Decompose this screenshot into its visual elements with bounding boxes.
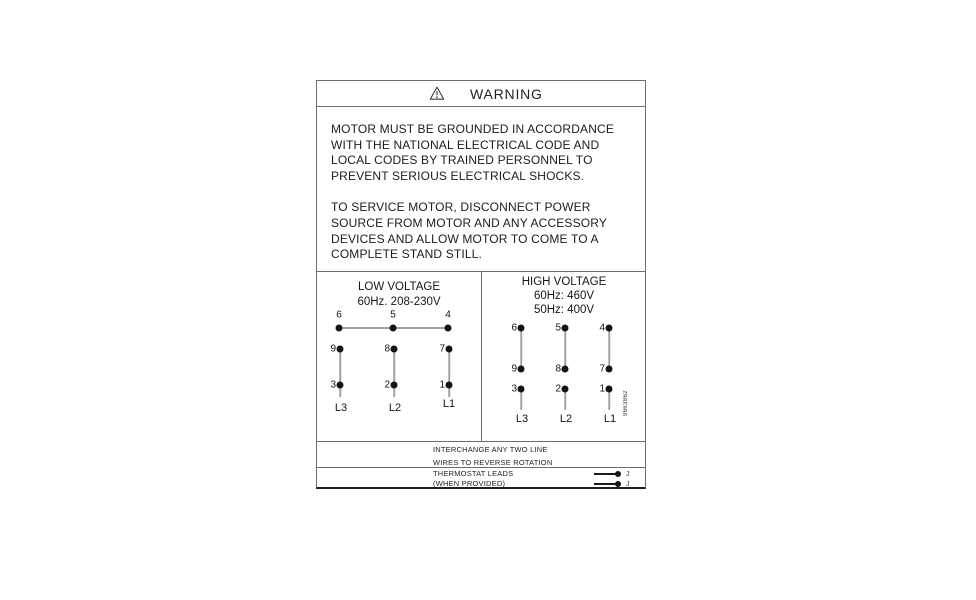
series-wire	[520, 328, 522, 369]
terminal-dot	[518, 386, 525, 393]
terminal-dot	[391, 382, 398, 389]
terminal-dot	[336, 325, 343, 332]
high-voltage-subtitle-50hz: 50Hz: 400V	[533, 304, 595, 316]
terminal-label-4: 4	[599, 322, 605, 334]
terminal-dot	[446, 346, 453, 353]
terminal-dot	[606, 386, 613, 393]
paragraph-line: COMPLETE STAND STILL.	[331, 247, 482, 262]
lead-wire	[339, 349, 341, 397]
warning-title: WARNING	[470, 86, 543, 102]
terminal-label-8: 8	[384, 343, 390, 355]
terminal-dot	[445, 325, 452, 332]
low-voltage-title: LOW VOLTAGE	[357, 281, 440, 293]
terminal-dot	[562, 325, 569, 332]
terminal-dot	[562, 386, 569, 393]
lead-label-j: J	[626, 481, 630, 488]
rotation-note-line1: INTERCHANGE ANY TWO LINE	[433, 445, 548, 454]
low-voltage-heading	[317, 280, 481, 310]
part-number: 9663862	[623, 390, 629, 417]
terminal-label-3: 3	[511, 383, 517, 395]
terminal-dot	[337, 382, 344, 389]
column-divider	[481, 272, 482, 441]
thermostat-lead-wire	[594, 473, 616, 475]
line-label-l2: L2	[388, 402, 402, 414]
terminal-dot	[391, 346, 398, 353]
thermostat-note-line1: THERMOSTAT LEADS	[433, 469, 514, 478]
service-paragraph	[331, 200, 631, 262]
terminal-dot	[562, 366, 569, 373]
rotation-note	[317, 441, 645, 467]
terminal-dot	[390, 325, 397, 332]
terminal-dot	[518, 325, 525, 332]
paragraph-line: TO SERVICE MOTOR, DISCONNECT POWER	[331, 200, 591, 215]
terminal-label-2: 2	[555, 383, 561, 395]
line-label-l2: L2	[559, 413, 573, 425]
terminal-label-3: 3	[330, 379, 336, 391]
terminal-label-9: 9	[511, 363, 517, 375]
lead-wire	[448, 349, 450, 397]
terminal-label-7: 7	[439, 343, 445, 355]
line-label-l1: L1	[442, 398, 456, 410]
lead-label-j: J	[626, 471, 630, 478]
thermostat-note	[317, 467, 645, 488]
motor-warning-label	[316, 80, 646, 489]
warning-header	[317, 81, 645, 107]
thermostat-note-line2: (WHEN PROVIDED)	[433, 479, 506, 488]
paragraph-line: WITH THE NATIONAL ELECTRICAL CODE AND	[331, 137, 600, 152]
rotation-note-line2: WIRES TO REVERSE ROTATION	[433, 457, 553, 467]
wiring-diagrams	[317, 271, 645, 441]
lead-wire	[393, 349, 395, 397]
high-voltage-heading	[483, 275, 645, 317]
thermostat-lead-dot	[615, 471, 621, 477]
terminal-dot	[606, 325, 613, 332]
line-label-l3: L3	[515, 413, 529, 425]
terminal-label-6: 6	[336, 309, 342, 321]
thermostat-lead-wire	[594, 483, 616, 485]
terminal-label-7: 7	[599, 363, 605, 375]
terminal-dot	[518, 366, 525, 373]
paragraph-line: DEVICES AND ALLOW MOTOR TO COME TO A	[331, 231, 599, 246]
terminal-label-4: 4	[445, 309, 451, 321]
high-voltage-subtitle-60hz: 60Hz: 460V	[533, 290, 595, 302]
warning-triangle-icon	[429, 85, 445, 102]
terminal-label-1: 1	[599, 383, 605, 395]
paragraph-line: LOCAL CODES BY TRAINED PERSONNEL TO	[331, 153, 593, 168]
grounding-paragraph	[331, 122, 631, 184]
series-wire	[564, 328, 566, 369]
line-label-l1: L1	[603, 413, 617, 425]
terminal-label-8: 8	[555, 363, 561, 375]
warning-body	[331, 122, 631, 263]
terminal-label-6: 6	[511, 322, 517, 334]
paragraph-line: MOTOR MUST BE GROUNDED IN ACCORDANCE	[331, 122, 614, 136]
terminal-dot	[606, 366, 613, 373]
paragraph-line: SOURCE FROM MOTOR AND ANY ACCESSORY	[331, 215, 607, 230]
terminal-label-5: 5	[555, 322, 561, 334]
terminal-label-1: 1	[439, 379, 445, 391]
line-label-l3: L3	[334, 402, 348, 414]
series-wire	[608, 328, 610, 369]
terminal-label-5: 5	[390, 309, 396, 321]
low-voltage-subtitle: 60Hz. 208-230V	[357, 296, 441, 308]
terminal-label-2: 2	[384, 379, 390, 391]
paragraph-line: PREVENT SERIOUS ELECTRICAL SHOCKS.	[331, 168, 585, 183]
terminal-dot	[446, 382, 453, 389]
high-voltage-title: HIGH VOLTAGE	[521, 276, 607, 288]
terminal-label-9: 9	[330, 343, 336, 355]
thermostat-lead-dot	[615, 481, 621, 487]
terminal-dot	[337, 346, 344, 353]
